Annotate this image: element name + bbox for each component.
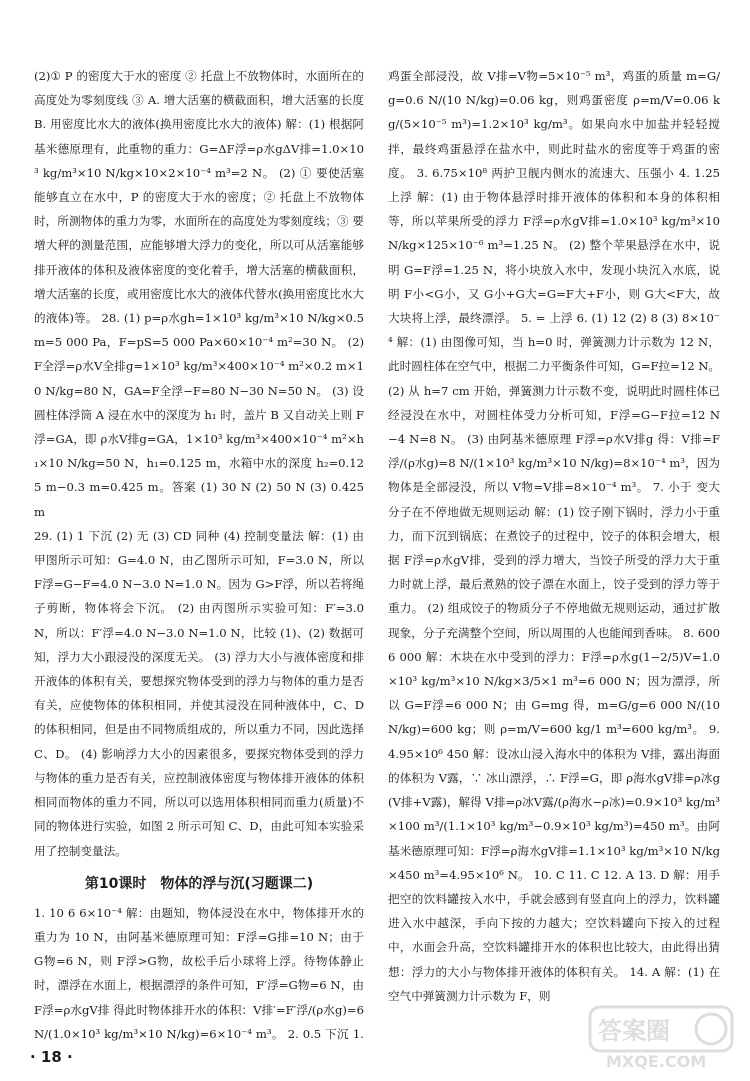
answer-paragraph-27-28: (2)① P 的密度大于水的密度 ② 托盘上不放物体时，水面所在的高度处为零刻度线 ③ A. 增大活塞的横截面积，增大活塞的长度 B. 用密度比水大的液体(换用密度比水大的液体) 解：(1) 根据阿基米德原理有，此重物的重力：G=ΔF浮=ρ水gΔV排=1.0×10³ kg/m³×10 N/kg×10×2×10⁻⁴ m³=2 N。 (2) ① 要使活塞能够直立在水中，P 的密度大于水的密度；② 托盘上不放物体时，所测物体的重力为零，水面所在的高度处为零刻度线；③ 要增大秤的测量范围，应能够增大浮力的变化，所以可从活塞能够排开液体的体积及液体密度的变化着手，增大活塞的横截面积，增大活塞的长度，或用密度比水大的液体代替水(换用密度比水大的液体)等。 28. (1) p=ρ水gh=1×10³ kg/m³×10 N/kg×0.5 m=5 000 Pa，F=pS=5 000 Pa×60×10⁻⁴ m²=30 N。 (2) F全浮=ρ水V全排g=1×10³ kg/m³×400×10⁻⁴ m²×0.2 m×10 N/kg=80 N，GA=F全浮−F=80 N−30 N=50 N。 (3) 设圆柱体浮筒 A 浸在水中的深度为 h₁ 时，盖片 B 又自动关上则 F浮=GA，即 ρ水V排g=GA，1×10³ kg/m³×400×10⁻⁴ m²×h₁×10 N/kg=50 N，h₁=0.125 m，水箱中水的深度 h₂=0.125 m−0.3 m=0.425 m。答案 (1) 30 N (2) 50 N (3) 0.425 m [34, 69, 364, 519]
answer-paragraph-29: 29. (1) 1 下沉 (2) 无 (3) CD 同种 (4) 控制变量法 解：(1) 由甲图所示可知：G=4.0 N，由乙图所示可知，F=3.0 N，所以 F浮=G−F=4.0 N−3.0 N=1.0 N。因为 G>F浮，所以若将绳子剪断，物体将会下沉。 (2) 由丙图所示实验可知：F′=3.0 N，所以：F′浮=4.0 N−3.0 N=1.0 N，比较 (1)、(2) 数据可知，浮力大小跟浸没的深度无关。 (3) 浮力大小与液体密度和排开液体的体积有关，要想探究物体受到的浮力与物体的重力是否有关，应使物体的体积相同，并使其浸没在同种液体中，C、D 的体积相同，但是由不同物质组成的，所以重力不同，因此选择 C、D。 (4) 影响浮力大小的因素很多，要探究物体受到的浮力与物体的重力是否有关，应控制液体密度与物体排开液体的体积相同而物体的重力不同，所以可以选用体积相同而重力(质量)不同的物体进行实验，如图 2 所示可知 C、D，由此可知本实验采用了控制变量法。 [34, 528, 364, 858]
svg-text:MXQE.COM: MXQE.COM [606, 1052, 707, 1071]
svg-text:答案圈: 答案圈 [598, 1017, 670, 1045]
answer-paragraph-lesson10-1-2: 1. 10 6 6×10⁻⁴ 解：由题知，物体浸没在水中，物体排开水的重力为 10 N，由阿基米德原理可知：F浮=G排=10 N；由于 G物=6 N，则 F浮>G物，故松手后小球将上浮。待物体静止时，漂浮在水面上，根据漂浮的条件可知，F′浮=G物=6 N，由 F浮=ρ水gV排 得此时物体排开水的体积：V排′=F′浮/(ρ水g)=6 N/(1.0×10³ kg/m³×10 N/kg)=6×10⁻⁴ m³。 2. 0.5 下沉 1. [34, 905, 364, 1041]
watermark-icon [586, 1001, 736, 1073]
answer-paragraph-right: 鸡蛋全部浸没，故 V排=V物=5×10⁻⁵ m³，鸡蛋的质量 m=G/g=0.6 N/(10 N/kg)=0.06 kg，则鸡蛋密度 ρ=m/V=0.06 kg/(5×10⁻⁵ m³)=1.2×10³ kg/m³。如果向水中加盐并轻轻搅拌，最终鸡蛋悬浮在盐水中，则此时盐水的密度等于鸡蛋的密度。 3. 6.75×10⁸ 两护卫舰内侧水的流速大、压强小 4. 1.25 上浮 解：(1) 由于物体悬浮时排开液体的体积和本身的体积相等，所以苹果所受的浮力 F浮=ρ水gV排=1.0×10³ kg/m³×10 N/kg×125×10⁻⁶ m³=1.25 N。 (2) 整个苹果悬浮在水中，说明 G=F浮=1.25 N，将小块放入水中，发现小块沉入水底，说明 F小<G小，又 G小+G大=G=F大+F小，则 G大<F大，故大块将上浮，最终漂浮。 5. = 上浮 6. (1) 12 (2) 8 (3) 8×10⁻⁴ 解：(1) 由图像可知，当 h=0 时，弹簧测力计示数为 12 N，此时圆柱体在空气中，根据二力平衡条件可知，G=F拉=12 N。 (2) 从 h=7 cm 开始，弹簧测力计示数不变，说明此时圆柱体已经浸没在水中，对圆柱体受力分析可知，F浮=G−F拉=12 N−4 N=8 N。 (3) 由阿基米德原理 F浮=ρ水V排g 得：V排=F浮/(ρ水g)=8 N/(1×10³ kg/m³×10 N/kg)=8×10⁻⁴ m³，因为物体是全部浸没，所以 V物=V排=8×10⁻⁴ m³。 7. 小于 变大 分子在不停地做无规则运动 解：(1) 饺子刚下锅时，浮力小于重力，而下沉到锅底；在煮饺子的过程中，饺子的体积会增大，根据 F浮=ρ水gV排，受到的浮力增大，当饺子所受的浮力大于重力时就上浮，最后煮熟的饺子漂在水面上，饺子受到的浮力等于重力。 (2) 组成饺子的物质分子不停地做无规则运动，通过扩散现象，分子充满整个空间，所以周围的人也能闻到香味。 8. 600 6 000 解：木块在水中受到的浮力：F浮=ρ水g(1−2/5)V=1.0×10³ kg/m³×10 N/kg×3/5×1 m³=6 000 N；因为漂浮，所以 G=F浮=6 000 N；由 G=mg 得，m=G/g=6 000 N/(10 N/kg)=600 kg；则 ρ=m/V=600 kg/1 m³=600 kg/m³。 9. 4.95×10⁶ 450 解：设冰山浸入海水中的体积为 V排，露出海面的体积为 V露，∵ 冰山漂浮，∴ F浮=G，即 ρ海水gV排=ρ冰g(V排+V露)，解得 V排=ρ冰V露/(ρ海水−ρ冰)=0.9×10³ kg/m³×100 m³/(1.1×10³ kg/m³−0.9×10³ kg/m³)=450 m³。由阿基米德原理可知：F浮=ρ海水gV排=1.1×10³ kg/m³×10 N/kg×450 m³=4.95×10⁶ N。 10. C 11. C 12. A 13. D 解：用手把空的饮料罐按入水中，手就会感到有竖直向上的浮力，饮料罐进入水中越深，手向下按的力越大；空饮料罐向下按入的过程中，水面会升高，空饮料罐排开水的体积也比较大，由此得出猜想：浮力的大小与物体排开液体的体积有关。 14. A 解：(1) 在空气中弹簧测力计示数为 F，则 [388, 69, 720, 1003]
watermark-logo [586, 1001, 736, 1073]
page-number: · 18 · [30, 1048, 73, 1066]
section-title: 第10课时 物体的浮与沉(习题课二) [84, 875, 314, 892]
right-column [388, 64, 720, 1064]
left-column [34, 64, 364, 1044]
